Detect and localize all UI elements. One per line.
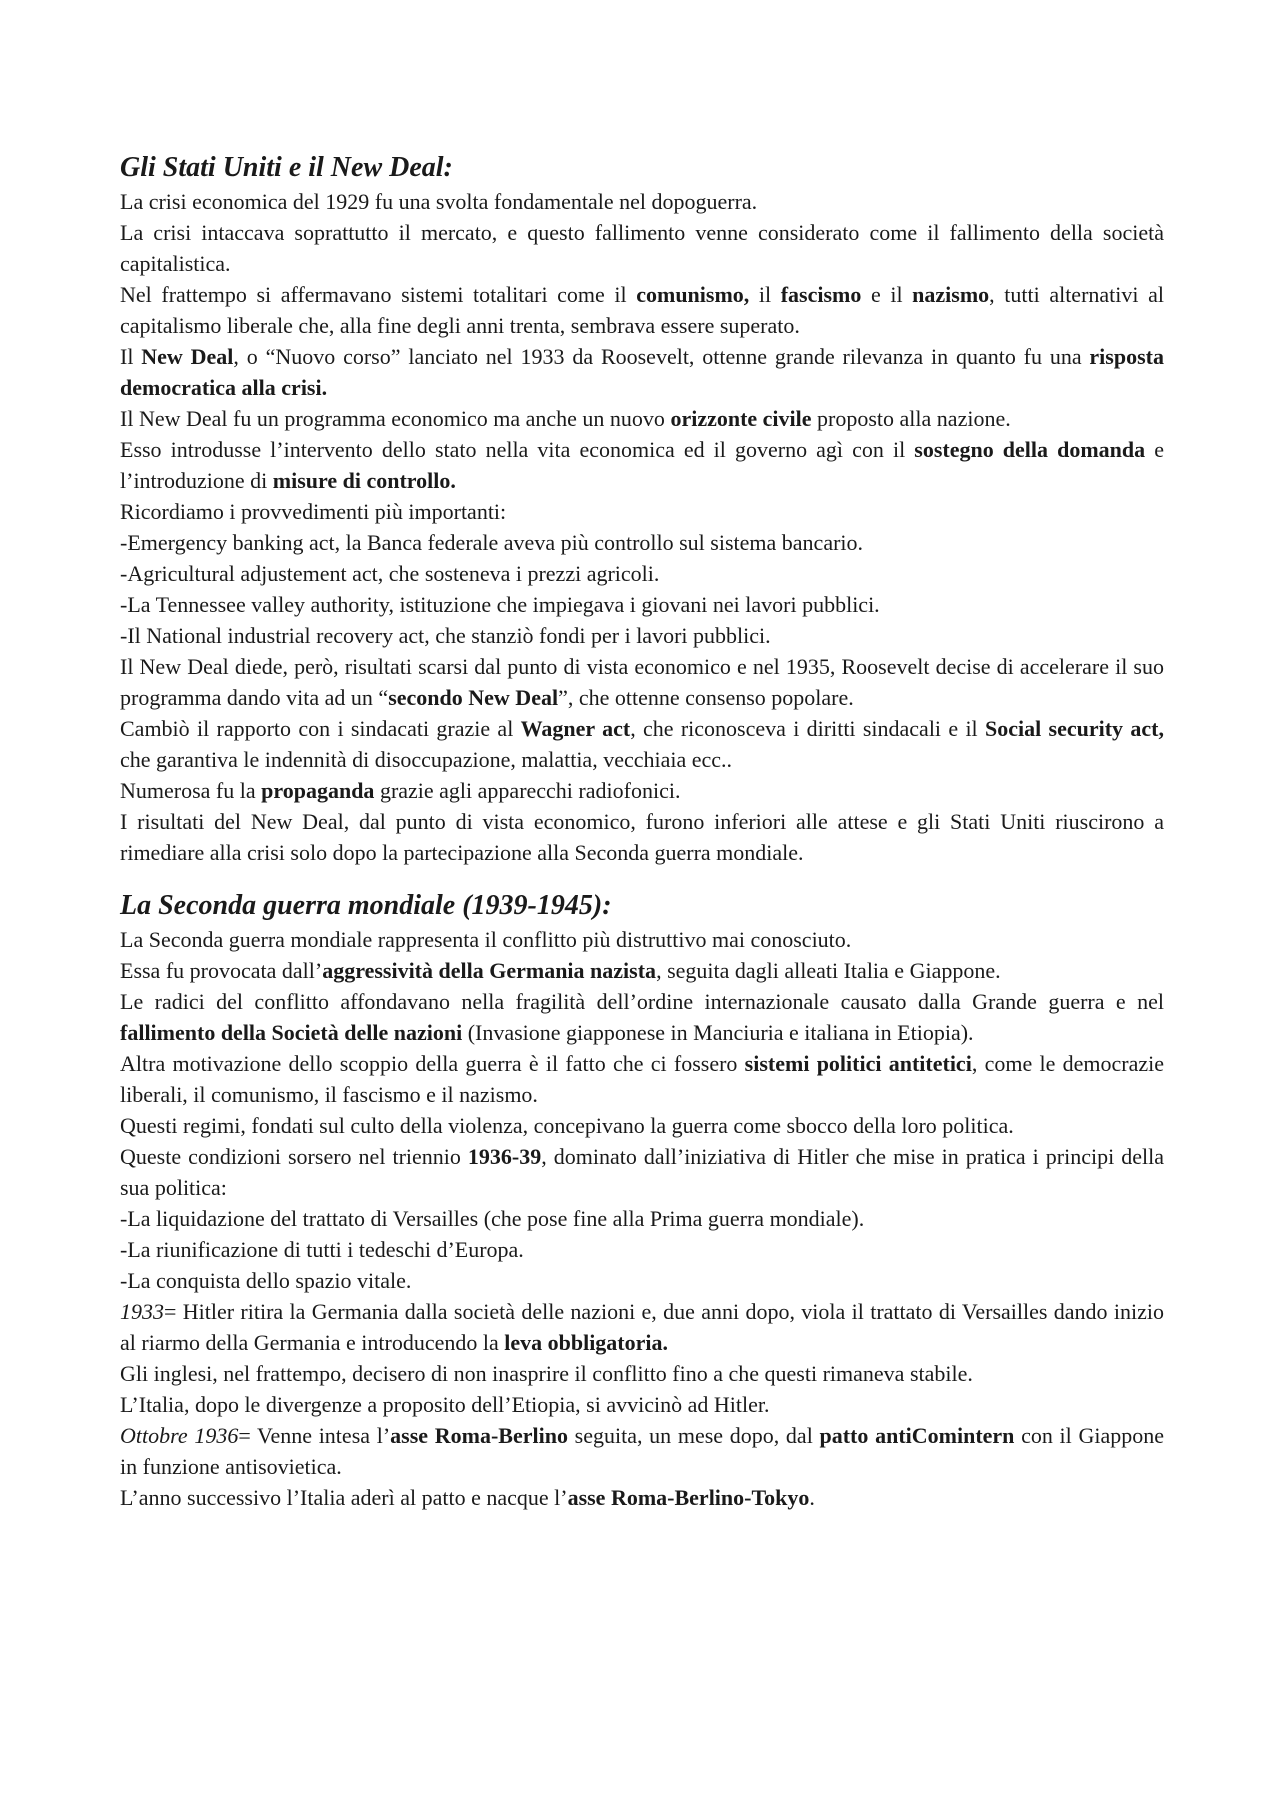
text-run: , o “Nuovo corso” lanciato nel 1933 da Roosevelt, ottenne grande rilevanza in quanto fu una	[233, 344, 1090, 369]
paragraph	[120, 527, 1164, 558]
text-run: La crisi intaccava soprattutto il mercato, e questo fallimento venne considerato come il fallimento della società capitalistica.	[120, 220, 1164, 276]
bold-term: comunismo,	[636, 282, 750, 307]
bold-term: nazismo	[912, 282, 990, 307]
text-run: (Invasione giapponese in Manciuria e italiana in Etiopia).	[462, 1020, 974, 1045]
section-body-new-deal	[120, 186, 1164, 868]
bold-term: propaganda	[261, 778, 375, 803]
text-run: Il New Deal diede, però, risultati scarsi dal punto di vista economico e nel 1935, Roosevelt decise di accelerare il suo programma dando vita ad un “	[120, 654, 1164, 710]
paragraph	[120, 341, 1164, 403]
bold-term: patto antiComintern	[819, 1423, 1015, 1448]
paragraph	[120, 1420, 1164, 1482]
text-run: Le radici del conflitto affondavano nella fragilità dell’ordine internazionale causato dalla Grande guerra e nel	[120, 989, 1164, 1014]
text-run: -Agricultural adjustement act, che sosteneva i prezzi agricoli.	[120, 561, 660, 586]
bold-term: orizzonte civile	[670, 406, 812, 431]
bold-term: fascismo	[780, 282, 862, 307]
text-run: ”, che ottenne consenso popolare.	[558, 685, 854, 710]
paragraph	[120, 651, 1164, 713]
text-run: Cambiò il rapporto con i sindacati grazie al	[120, 716, 521, 741]
paragraph	[120, 775, 1164, 806]
text-run: Queste condizioni sorsero nel triennio	[120, 1144, 468, 1169]
paragraph	[120, 1389, 1164, 1420]
bold-term: Social security act,	[984, 716, 1164, 741]
paragraph	[120, 1234, 1164, 1265]
paragraph	[120, 620, 1164, 651]
text-run: -La liquidazione del trattato di Versailles (che pose fine alla Prima guerra mondiale).	[120, 1206, 865, 1231]
bold-term: sostegno della domanda	[914, 437, 1146, 462]
text-run: , che riconosceva i diritti sindacali e il	[630, 716, 985, 741]
text-run: .	[809, 1485, 815, 1510]
text-run: proposto alla nazione.	[811, 406, 1011, 431]
text-run: seguita, un mese dopo, dal	[567, 1423, 820, 1448]
text-run: , seguita dagli alleati Italia e Giappone.	[656, 958, 1001, 983]
paragraph	[120, 558, 1164, 589]
text-run: Il New Deal fu un programma economico ma anche un nuovo	[120, 406, 671, 431]
text-run: Altra motivazione dello scoppio della guerra è il fatto che ci fossero	[120, 1051, 745, 1076]
paragraph	[120, 186, 1164, 217]
text-run: , tutti alternativi al capitalismo liberale che, alla fine degli anni trenta, sembrava essere superato.	[120, 282, 1164, 338]
paragraph	[120, 589, 1164, 620]
text-run: -La Tennessee valley authority, istituzione che impiegava i giovani nei lavori pubblici.	[120, 592, 880, 617]
paragraph	[120, 1048, 1164, 1110]
bold-term: sistemi politici antitetici	[744, 1051, 972, 1076]
bold-term: secondo New Deal	[388, 685, 559, 710]
bold-term: aggressività della Germania nazista	[322, 958, 657, 983]
paragraph	[120, 986, 1164, 1048]
bold-term: risposta democratica alla crisi.	[120, 344, 1164, 400]
text-run: , dominato dall’iniziativa di Hitler che mise in pratica i principi della sua politica:	[120, 1144, 1164, 1200]
text-run: e l’introduzione di	[120, 437, 1164, 493]
bold-term: asse Roma-Berlino	[390, 1423, 568, 1448]
text-run: e il	[861, 282, 913, 307]
text-run: che garantiva le indennità di disoccupazione, malattia, vecchiaia ecc..	[120, 747, 733, 772]
paragraph	[120, 1358, 1164, 1389]
text-run: il	[749, 282, 781, 307]
text-run: L’anno successivo l’Italia aderì al patto e nacque l’	[120, 1485, 568, 1510]
paragraph	[120, 924, 1164, 955]
text-run: con il Giappone in funzione antisovietica.	[120, 1423, 1164, 1479]
paragraph	[120, 713, 1164, 775]
bold-term: leva obbligatoria.	[504, 1330, 669, 1355]
paragraph	[120, 1482, 1164, 1513]
paragraph	[120, 806, 1164, 868]
text-run: Il	[120, 344, 142, 369]
bold-term: New Deal	[141, 344, 234, 369]
bold-term: Wagner act	[520, 716, 631, 741]
paragraph	[120, 434, 1164, 496]
section-title-seconda-guerra: La Seconda guerra mondiale (1939-1945):	[120, 890, 612, 921]
bold-term: misure di controllo.	[272, 468, 456, 493]
text-run: -Il National industrial recovery act, che stanziò fondi per i lavori pubblici.	[120, 623, 771, 648]
text-run: = Hitler ritira la Germania dalla società delle nazioni e, due anni dopo, viola il trattato di Versailles dando inizio al riarmo della Germania e introducendo la	[120, 1299, 1164, 1355]
paragraph	[120, 1110, 1164, 1141]
text-run: = Venne intesa l’	[238, 1423, 391, 1448]
paragraph	[120, 496, 1164, 527]
paragraph	[120, 1296, 1164, 1358]
bold-term: asse Roma-Berlino-Tokyo	[567, 1485, 810, 1510]
section-body-seconda-guerra	[120, 924, 1164, 1513]
text-run: Numerosa fu la	[120, 778, 262, 803]
text-run: grazie agli apparecchi radiofonici.	[374, 778, 681, 803]
paragraph	[120, 1203, 1164, 1234]
text-run: Nel frattempo si affermavano sistemi totalitari come il	[120, 282, 637, 307]
paragraph	[120, 1265, 1164, 1296]
text-run: Ricordiamo i provvedimenti più importanti:	[120, 499, 507, 524]
text-run: Esso introdusse l’intervento dello stato nella vita economica ed il governo agì con il	[120, 437, 915, 462]
text-run: -Emergency banking act, la Banca federale aveva più controllo sul sistema bancario.	[120, 530, 864, 555]
italic-date: 1933	[120, 1299, 164, 1324]
document-page	[120, 150, 1164, 1513]
paragraph	[120, 955, 1164, 986]
text-run: -La riunificazione di tutti i tedeschi d’Europa.	[120, 1237, 524, 1262]
text-run: La crisi economica del 1929 fu una svolta fondamentale nel dopoguerra.	[120, 189, 758, 214]
text-run: , come le democrazie liberali, il comunismo, il fascismo e il nazismo.	[120, 1051, 1164, 1107]
paragraph	[120, 1141, 1164, 1203]
text-run: La Seconda guerra mondiale rappresenta il conflitto più distruttivo mai conosciuto.	[120, 927, 852, 952]
bold-term: fallimento della Società delle nazioni	[120, 1020, 463, 1045]
text-run: I risultati del New Deal, dal punto di vista economico, furono inferiori alle attese e gli Stati Uniti riuscirono a rimediare alla crisi solo dopo la partecipazione alla Seconda guerra mondiale.	[120, 809, 1164, 865]
text-run: Essa fu provocata dall’	[120, 958, 323, 983]
section-title-new-deal: Gli Stati Uniti e il New Deal:	[120, 152, 453, 183]
text-run: L’Italia, dopo le divergenze a proposito dell’Etiopia, si avvicinò ad Hitler.	[120, 1392, 770, 1417]
paragraph	[120, 279, 1164, 341]
italic-date: Ottobre 1936	[120, 1423, 239, 1448]
text-run: Questi regimi, fondati sul culto della violenza, concepivano la guerra come sbocco della loro politica.	[120, 1113, 1014, 1138]
paragraph	[120, 403, 1164, 434]
text-run: Gli inglesi, nel frattempo, decisero di non inasprire il conflitto fino a che questi rimaneva stabile.	[120, 1361, 973, 1386]
paragraph	[120, 217, 1164, 279]
bold-term: 1936-39	[467, 1144, 542, 1169]
text-run: -La conquista dello spazio vitale.	[120, 1268, 412, 1293]
